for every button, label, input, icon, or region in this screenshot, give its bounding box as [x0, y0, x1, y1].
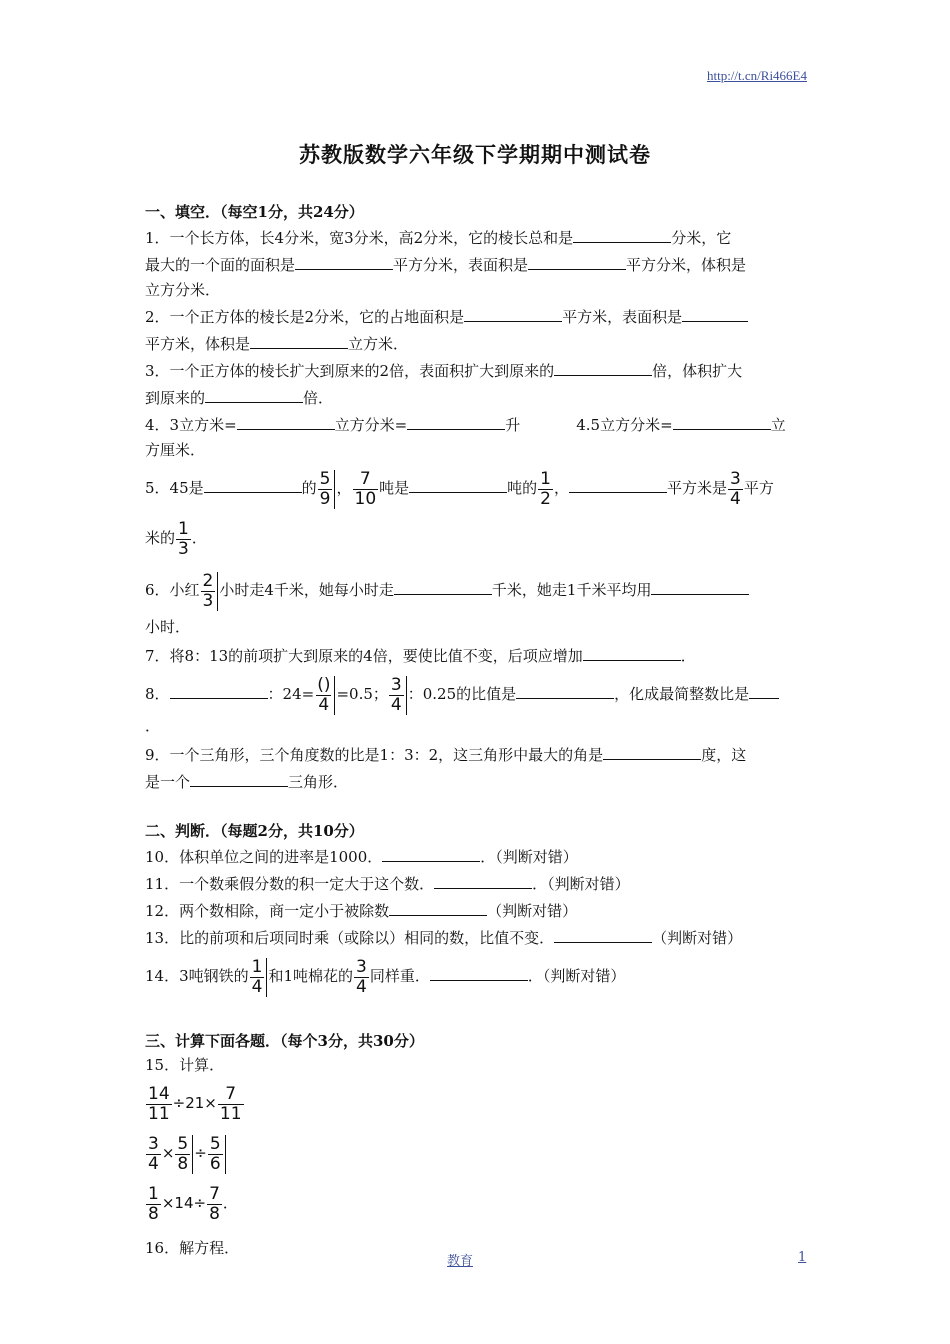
question-3-cont — [145, 384, 807, 411]
q5-text: 平方 — [743, 479, 774, 497]
spacer — [145, 1001, 807, 1029]
answer-blank — [682, 303, 748, 322]
question-11 — [145, 870, 807, 897]
fraction-denominator: 9 — [319, 488, 331, 509]
section-3-title: 三、计算下面各题．（每个3分，共30分） — [145, 1032, 424, 1050]
answer-blank — [434, 870, 532, 889]
answer-blank — [204, 474, 302, 493]
footer-link[interactable]: 教育 — [447, 1254, 474, 1269]
answer-blank — [516, 680, 614, 699]
fraction-denominator: 2 — [540, 488, 551, 509]
q12-text: （判断对错） — [487, 902, 578, 920]
question-5 — [145, 463, 807, 513]
q9-text: 三角形． — [288, 773, 349, 791]
fraction — [250, 958, 268, 997]
q6-text: 小时． — [145, 618, 191, 636]
q8-text: ：24= — [267, 685, 315, 703]
q5-text: 吨是 — [379, 479, 410, 497]
q6-text: 千米，她走1千米平均用 — [491, 581, 652, 599]
q8-text: ，化成最简整数比是 — [614, 685, 750, 703]
fraction — [176, 520, 191, 559]
section-2-title: 二、判断．（每题2分，共10分） — [145, 822, 364, 840]
question-13 — [145, 924, 807, 951]
answer-blank — [603, 741, 701, 760]
q5-text: ， — [554, 479, 570, 497]
q6-text: 6．小红 — [145, 581, 200, 599]
q8-text: ：0.25的比值是 — [407, 685, 517, 703]
q10-text: 10．体积单位之间的进率是1000． — [145, 848, 383, 866]
q4-text: 方厘米． — [145, 441, 206, 459]
expression-1 — [145, 1078, 807, 1128]
fraction — [728, 470, 743, 509]
answer-blank — [430, 962, 528, 981]
expression-end: ． — [222, 1194, 238, 1212]
q5-text: 吨的 — [507, 479, 538, 497]
q7-text: ． — [680, 647, 696, 665]
q5-text: ． — [191, 529, 207, 547]
operator: ÷21× — [172, 1094, 217, 1112]
q8-text: ． — [145, 717, 161, 735]
q5-text: ， — [336, 479, 352, 497]
q10-text: ．（判断对错） — [480, 848, 578, 866]
q5-text: 米的 — [145, 529, 176, 547]
operator: ÷ — [194, 1144, 207, 1162]
question-1 — [145, 224, 807, 251]
fraction — [146, 1135, 161, 1174]
fraction-numerator: () — [317, 674, 331, 695]
answer-blank — [394, 576, 492, 595]
q11-text: 11．一个数乘假分数的积一定大于这个数． — [145, 875, 435, 893]
fraction-denominator: 8 — [177, 1153, 189, 1174]
fraction-denominator: 4 — [390, 694, 402, 715]
q8-text: 8． — [145, 685, 170, 703]
question-4 — [145, 411, 807, 438]
question-7 — [145, 642, 807, 669]
q13-text: 13．比的前项和后项同时乘（或除以）相同的数，比值不变． — [145, 929, 555, 947]
expression-2 — [145, 1128, 807, 1178]
q9-text: 9．一个三角形，三个角度数的比是1：3：2，这三角形中最大的角是 — [145, 746, 604, 764]
question-14 — [145, 951, 807, 1001]
q11-text: ．（判断对错） — [532, 875, 630, 893]
fraction — [354, 958, 369, 997]
fraction-numerator: 3 — [390, 674, 402, 695]
fraction-denominator: 8 — [209, 1203, 220, 1224]
fraction — [315, 676, 335, 715]
q14-text: 和1吨棉花的 — [268, 967, 354, 985]
page-title: 苏教版数学六年级下学期期中测试卷 — [299, 142, 651, 167]
answer-blank — [569, 474, 667, 493]
fraction-denominator: 11 — [148, 1103, 170, 1124]
fraction-denominator: 8 — [148, 1203, 159, 1224]
answer-blank — [389, 897, 487, 916]
question-8-cont — [145, 719, 807, 733]
fraction-denominator: 11 — [219, 1103, 242, 1124]
q1-text: 立方分米． — [145, 281, 221, 299]
fraction-denominator: 3 — [202, 590, 214, 611]
fraction-numerator: 3 — [730, 468, 741, 489]
answer-blank — [554, 357, 652, 376]
q5-text: 5．45是 — [145, 479, 204, 497]
answer-blank — [205, 384, 303, 403]
fraction-denominator: 4 — [730, 488, 741, 509]
q5-text: 平方米是 — [667, 479, 728, 497]
fraction-numerator: 5 — [177, 1133, 189, 1154]
answer-blank — [651, 576, 749, 595]
fraction-numerator: 14 — [148, 1083, 170, 1104]
question-12 — [145, 897, 807, 924]
q5-text: 的 — [301, 479, 317, 497]
q4-text: 立方分米= — [334, 416, 408, 434]
fraction-numerator: 2 — [202, 570, 214, 591]
question-4-cont — [145, 438, 807, 463]
fraction-numerator: 5 — [319, 468, 331, 489]
q7-text: 7．将8：13的前项扩大到原来的4倍，要使比值不变，后项应增加 — [145, 647, 583, 665]
q6-text: 小时走4千米，她每小时走 — [219, 581, 394, 599]
q8-text: =0.5； — [336, 685, 388, 703]
q4-text: 4．3立方米= — [145, 416, 237, 434]
question-6-cont — [145, 615, 807, 640]
fraction-numerator: 3 — [356, 956, 367, 977]
fraction-numerator: 7 — [209, 1183, 220, 1204]
fraction-denominator: 4 — [356, 976, 367, 997]
answer-blank — [295, 251, 393, 270]
fraction-denominator: 10 — [354, 488, 377, 509]
q2-text: 2．一个正方体的棱长是2分米，它的占地面积是 — [145, 308, 465, 326]
q1-text: 分米，它 — [671, 229, 732, 247]
operator: × — [161, 1144, 175, 1162]
q3-text: 到原来的 — [145, 389, 206, 407]
fraction — [146, 1085, 172, 1124]
question-9-cont — [145, 768, 807, 795]
header-url-link[interactable]: http://t.cn/Ri466E4 — [706, 68, 807, 83]
fraction — [318, 470, 336, 509]
fraction-numerator: 7 — [359, 468, 371, 489]
fraction — [218, 1085, 244, 1124]
fraction — [538, 470, 553, 509]
fraction — [208, 1135, 226, 1174]
fraction-numerator: 7 — [225, 1083, 237, 1104]
fraction-denominator: 4 — [251, 976, 263, 997]
q1-text: 最大的一个面的面积是 — [145, 256, 296, 274]
answer-blank — [170, 680, 268, 699]
answer-blank — [528, 251, 626, 270]
fraction-numerator: 1 — [178, 518, 189, 539]
answer-blank — [409, 474, 507, 493]
q4-text: 立 — [770, 416, 786, 434]
answer-blank — [237, 411, 335, 430]
question-9 — [145, 741, 807, 768]
answer-blank — [583, 642, 681, 661]
question-8 — [145, 669, 807, 719]
question-1-end — [145, 278, 807, 303]
q3-text: 倍，体积扩大 — [652, 362, 743, 380]
expression-3 — [145, 1178, 807, 1228]
q12-text: 12．两个数相除，商一定小于被除数 — [145, 902, 390, 920]
fraction — [389, 676, 407, 715]
fraction-numerator: 1 — [148, 1183, 159, 1204]
question-10 — [145, 843, 807, 870]
answer-blank — [554, 924, 652, 943]
q4-text: 升 — [505, 416, 521, 434]
fraction-numerator: 1 — [251, 956, 263, 977]
q3-text: 3．一个正方体的棱长扩大到原来的2倍，表面积扩大到原来的 — [145, 362, 555, 380]
q2-text: 平方米，体积是 — [145, 335, 251, 353]
q9-text: 是一个 — [145, 773, 191, 791]
document-body — [145, 200, 807, 1268]
fraction-denominator: 4 — [318, 694, 330, 715]
fraction — [201, 572, 219, 611]
answer-blank — [573, 224, 671, 243]
fraction-denominator: 4 — [148, 1153, 159, 1174]
q14-text: ．（判断对错） — [527, 967, 626, 985]
q1-text: 1．一个长方体，长4分米，宽3分米，高2分米，它的棱长总和是 — [145, 229, 574, 247]
fraction — [353, 470, 379, 509]
operator: ×14÷ — [161, 1194, 207, 1212]
question-1-cont — [145, 251, 807, 278]
question-2-cont — [145, 330, 807, 357]
answer-blank — [464, 303, 562, 322]
q2-text: 平方米，表面积是 — [562, 308, 683, 326]
q1-text: 平方分米，表面积是 — [393, 256, 529, 274]
question-16: 16．解方程． — [145, 1239, 240, 1257]
question-6 — [145, 565, 807, 615]
fraction-denominator: 3 — [178, 538, 189, 559]
question-5-cont — [145, 513, 807, 563]
answer-blank — [407, 411, 505, 430]
fraction-denominator: 6 — [209, 1153, 221, 1174]
answer-blank — [250, 330, 348, 349]
answer-blank — [382, 843, 480, 862]
fraction — [175, 1135, 193, 1174]
q13-text: （判断对错） — [652, 929, 743, 947]
q1-text: 平方分米，体积是 — [626, 256, 747, 274]
question-15: 15．计算． — [145, 1056, 225, 1074]
fraction — [146, 1185, 161, 1224]
q14-text: 14．3吨钢铁的 — [145, 967, 249, 985]
fraction-numerator: 5 — [209, 1133, 221, 1154]
fraction — [207, 1185, 222, 1224]
question-3 — [145, 357, 807, 384]
fraction-numerator: 1 — [540, 468, 551, 489]
answer-blank — [749, 680, 779, 699]
q4-text: 4.5立方分米= — [576, 416, 673, 434]
q9-text: 度，这 — [701, 746, 747, 764]
q14-text: 同样重． — [369, 967, 430, 985]
fraction-numerator: 3 — [148, 1133, 159, 1154]
section-1-title: 一、填空．（每空1分，共24分） — [145, 203, 364, 221]
answer-blank — [673, 411, 771, 430]
question-2 — [145, 303, 807, 330]
q2-text: 立方米． — [348, 335, 409, 353]
page-number: 1 — [798, 1250, 807, 1265]
answer-blank — [190, 768, 288, 787]
spacer — [145, 795, 807, 819]
q3-text: 倍． — [303, 389, 334, 407]
